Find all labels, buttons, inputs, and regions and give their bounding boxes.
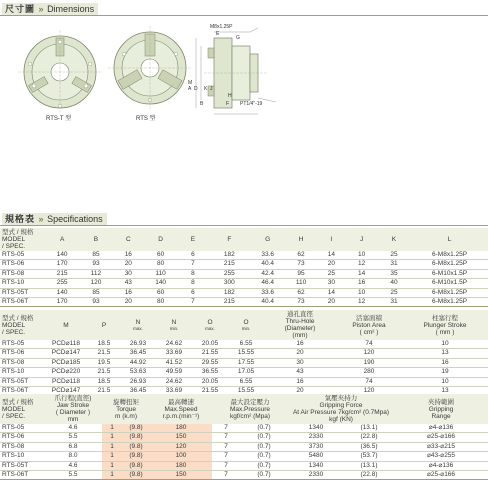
table-cell: 10 [346,288,376,297]
table-cell: 16 [264,340,336,349]
table-cell: 20 [316,298,346,307]
table-cell: 12 [346,260,376,269]
table-cell: (13.1) [344,424,394,433]
table-cell: PCD⌀185 [44,358,88,367]
column-header: 活塞面積 Piston Area ( cm² ) [336,310,402,340]
column-header: P [88,310,120,340]
table-cell: 7 [212,433,240,442]
column-header: G [250,228,286,251]
table-cell: 110 [286,279,316,288]
column-header: D [144,228,176,251]
table-row [0,251,488,260]
table-header-row [0,310,488,340]
table-cell: 36.55 [192,368,228,377]
table-cell: 74 [336,340,402,349]
table-cell: (53.7) [344,452,394,461]
table-cell: 93 [80,260,112,269]
table-cell: 6-M8x1.25P [411,251,488,260]
table-cell: PCD⌀118 [44,377,88,386]
rts-front-view [108,26,192,110]
table-cell: 12 [346,298,376,307]
table-cell: 20 [112,298,144,307]
table-cell: 215 [209,298,249,307]
table-cell: 7 [177,260,209,269]
table-cell: 140 [144,279,176,288]
table-row [0,424,488,433]
table-cell: (0.7) [240,471,288,480]
table-cell: 42.4 [250,269,286,278]
model-cell: RTS-05 [0,424,44,433]
model-cell: RTS-10 [0,452,44,461]
table-header-row [0,228,488,251]
table-cell: 6-M8x1.25P [411,260,488,269]
table-cell: 62 [286,288,316,297]
dimension-spec-table [0,228,488,307]
table-cell: 10 [402,340,488,349]
table-cell: 33.6 [250,288,286,297]
table-cell: PCD⌀147 [44,349,88,358]
table-cell: 255 [44,279,79,288]
table-cell: (9.8) [122,442,150,451]
column-header: L [411,228,488,251]
table-cell: 16 [112,288,144,297]
table-cell: 40.4 [250,260,286,269]
table-cell: 26.93 [120,377,156,386]
table-cell: 20 [112,260,144,269]
table-cell: 7 [212,461,240,470]
table-cell: 13 [402,349,488,358]
dimensions-section-bar [0,3,488,16]
table-cell: 8 [177,269,209,278]
column-subheader: min. [169,326,179,331]
column-subheader: max. [205,326,215,331]
table-cell: 1 [102,433,122,442]
table-cell: 17.55 [228,358,264,367]
model-cell: RTS-08 [0,269,44,278]
dim-label-j: J [210,86,213,92]
table-cell: (22.8) [344,433,394,442]
column-header: K [377,228,411,251]
table-cell: 20.05 [192,377,228,386]
table-cell: 7 [177,298,209,307]
table-row [0,471,488,480]
specifications-section-title: 規格表 » Specifications [2,213,107,225]
column-header: 最大設定壓力 Max.Pressure kgf/cm² (Mpa) [212,394,288,424]
column-header: B [80,228,112,251]
table-cell: 1 [102,452,122,461]
dim-label-b: B [200,101,204,107]
column-header: O min. [228,310,264,340]
table-cell: 17.05 [228,368,264,377]
dim-label-m: M [188,80,193,86]
table-cell: 29.55 [192,358,228,367]
table-cell: 6-M8x1.25P [411,288,488,297]
model-cell: RTS-06T [0,387,44,396]
column-header: H [286,228,316,251]
table-cell: 7 [212,424,240,433]
table-cell: ⌀25-⌀166 [394,471,488,480]
table-cell: 5.5 [44,471,102,480]
model-cell: RTS-10 [0,368,44,377]
table-cell: 6 [177,251,209,260]
dim-label-d: D [194,86,198,92]
table-cell: 21.5 [88,368,120,377]
table-cell: 112 [80,269,112,278]
table-cell: 25 [377,251,411,260]
table-cell: ⌀25-⌀166 [394,433,488,442]
table-cell: 85 [80,288,112,297]
model-header: 型式 / 規格 MODEL / SPEC. [0,310,44,340]
table-cell: (9.8) [122,452,150,461]
table-cell: 30 [264,358,336,367]
table-cell: 93 [80,298,112,307]
column-header: A [44,228,79,251]
model-cell: RTS-06 [0,349,44,358]
table-cell: 6.8 [44,442,102,451]
table-cell: 25 [377,288,411,297]
table-cell: ⌀33-⌀215 [394,442,488,451]
table-row [0,279,488,288]
table-row [0,358,488,367]
table-cell: ⌀4-⌀136 [394,424,488,433]
column-header: 爪行程(直徑) Jaw Stroke ( Diameter ) mm [44,394,102,424]
table-cell: 14 [316,251,346,260]
table-cell: 150 [150,471,212,480]
table-cell: 21.5 [88,387,120,396]
table-cell: 5480 [288,452,344,461]
model-cell: RTS-06 [0,260,44,269]
table-row [0,461,488,470]
model-cell: RTS-10 [0,279,44,288]
table-row [0,288,488,297]
table-row [0,452,488,461]
table-cell: 80 [144,298,176,307]
table-cell: 8 [177,279,209,288]
model-cell: RTS-08 [0,442,44,451]
table-cell: 10 [402,377,488,386]
rts-t-caption: RTS-T 型 [46,116,72,122]
table-cell: 36.45 [120,349,156,358]
table-row [0,349,488,358]
table-cell: (9.8) [122,433,150,442]
table-cell: 3730 [288,442,344,451]
table-cell: 18.5 [88,340,120,349]
column-header: C [112,228,144,251]
table-cell: 6-M10x1.5P [411,269,488,278]
table-cell: 120 [150,442,212,451]
table-cell: 6.55 [228,340,264,349]
table-cell: (0.7) [240,452,288,461]
model-cell: RTS-05T [0,288,44,297]
model-cell: RTS-05T [0,377,44,386]
table-cell: 73 [286,260,316,269]
table-cell: 120 [336,387,402,396]
table-cell: 7 [212,471,240,480]
technical-drawings [18,24,478,124]
table-cell: 1 [102,442,122,451]
table-cell: 33.69 [156,387,192,396]
table-cell: 8.0 [44,452,102,461]
table-cell: 31 [377,260,411,269]
column-header: 柱塞行程 Plunger Stroke ( mm ) [402,310,488,340]
table-cell: (0.7) [240,433,288,442]
model-cell: RTS-06 [0,433,44,442]
table-cell: 43 [112,279,144,288]
table-row [0,368,488,377]
table-cell: PCD⌀220 [44,368,88,377]
column-header: O max. [192,310,228,340]
table-cell: 190 [336,358,402,367]
table-cell: 5.5 [44,433,102,442]
table-cell: 1 [102,461,122,470]
table-cell: 21.55 [192,349,228,358]
dim-label-g: G [236,35,240,41]
table-cell: (0.7) [240,424,288,433]
table-cell: 46.4 [250,279,286,288]
table-cell: 182 [209,288,249,297]
table-cell: 74 [336,377,402,386]
table-cell: 21.5 [88,349,120,358]
table-cell: (9.8) [122,461,150,470]
column-header: N min. [156,310,192,340]
table-row [0,377,488,386]
table-cell: 53.63 [120,368,156,377]
table-cell: 16 [346,279,376,288]
table-row [0,340,488,349]
dim-label-a: A [188,86,192,92]
table-cell: (22.8) [344,471,394,480]
table-cell: 10 [346,251,376,260]
table-cell: 31 [377,298,411,307]
table-cell: 120 [336,349,402,358]
column-header: F [209,228,249,251]
model-cell: RTS-05 [0,340,44,349]
table-cell: 4.6 [44,461,102,470]
rts-caption: RTS 型 [136,116,156,122]
pt-dimension-label: PT1/4"-19 [240,101,263,107]
table-cell: 20 [316,260,346,269]
table-cell: 170 [44,298,79,307]
table-header-row [0,394,488,424]
table-cell: 36.45 [120,387,156,396]
model-cell: RTS-06T [0,471,44,480]
table-cell: 95 [286,269,316,278]
table-cell: 33.69 [156,349,192,358]
table-cell: 60 [144,251,176,260]
table-cell: 7 [212,452,240,461]
table-cell: 24.62 [156,377,192,386]
mount-spec-table [0,310,488,396]
model-header: 型式 / 規格 MODEL / SPEC. [0,228,44,251]
table-cell: 18.5 [88,377,120,386]
performance-spec-table [0,394,488,480]
table-cell: (36.5) [344,442,394,451]
table-cell: (13.1) [344,461,394,470]
model-cell: RTS-06T [0,298,44,307]
table-row [0,442,488,451]
table-cell: 110 [144,269,176,278]
table-cell: 20 [264,387,336,396]
table-cell: 6 [177,288,209,297]
model-cell: RTS-05 [0,251,44,260]
model-cell: RTS-05T [0,461,44,470]
table-cell: 1340 [288,424,344,433]
table-cell: 16 [112,251,144,260]
table-cell: 6-M10x1.5P [411,279,488,288]
table-cell: 6.55 [228,377,264,386]
table-cell: (0.7) [240,461,288,470]
table-row [0,260,488,269]
table-cell: 15.55 [228,387,264,396]
table-cell: 44.92 [120,358,156,367]
table-cell: 180 [150,424,212,433]
column-header: 旋轉扭矩 Torque m (k.m) [102,394,150,424]
table-cell: 20.05 [192,340,228,349]
table-cell: 1 [102,471,122,480]
table-cell: 6-M8x1.25P [411,298,488,307]
table-cell: 170 [44,260,79,269]
table-cell: 30 [112,269,144,278]
table-cell: 13 [402,387,488,396]
thread-dimension-label: M8x1.25P [210,24,233,30]
column-header: 最高轉速 Max.Speed r.p.m.(min⁻¹) [150,394,212,424]
column-header: J [346,228,376,251]
table-cell: 4.6 [44,424,102,433]
dim-label-e: E [216,31,220,37]
table-cell: 140 [44,288,79,297]
table-cell: PCD⌀118 [44,340,88,349]
table-cell: 19.5 [88,358,120,367]
table-cell: 182 [209,251,249,260]
table-cell: 40.4 [250,298,286,307]
table-cell: 41.52 [156,358,192,367]
table-cell: 85 [80,251,112,260]
table-cell: (0.7) [240,442,288,451]
table-row [0,298,488,307]
column-header: I [316,228,346,251]
table-cell: 280 [336,368,402,377]
table-cell: ⌀43-⌀255 [394,452,488,461]
table-cell: 215 [44,269,79,278]
table-cell: 24.62 [156,340,192,349]
table-cell: 30 [316,279,346,288]
table-cell: 1 [102,424,122,433]
rts-t-front-view [18,30,102,114]
table-cell: ⌀4-⌀136 [394,461,488,470]
table-cell: 120 [80,279,112,288]
table-cell: 19 [402,368,488,377]
table-cell: 7 [212,442,240,451]
table-cell: 73 [286,298,316,307]
table-cell: 49.59 [156,368,192,377]
table-cell: 16 [264,377,336,386]
table-cell: 1340 [288,461,344,470]
column-header: N max. [120,310,156,340]
column-subheader: min. [241,326,251,331]
table-cell: 2330 [288,471,344,480]
table-cell: 20 [264,349,336,358]
column-subheader: max. [133,326,143,331]
table-cell: 150 [150,433,212,442]
column-header: 通孔直徑 Thru-Hole (Diameter) (mm) [264,310,336,340]
table-cell: 2330 [288,433,344,442]
table-cell: 33.6 [250,251,286,260]
model-header: 型式 / 規格 MODEL / SPEC. [0,394,44,424]
table-cell: 300 [209,279,249,288]
table-row [0,269,488,278]
table-cell: 60 [144,288,176,297]
table-cell: 15.55 [228,349,264,358]
specifications-section-bar [0,213,488,226]
table-cell: 25 [316,269,346,278]
column-header: E [177,228,209,251]
dim-label-h: H [228,93,232,99]
column-header: 氣壓夾持力 Gripping Force At Air Pressure 7kg/cm² (0.7Mpa) kgf (KN) [288,394,394,424]
table-cell: (9.8) [122,471,150,480]
table-cell: PCD⌀147 [44,387,88,396]
table-cell: 16 [402,358,488,367]
model-cell: RTS-08 [0,358,44,367]
table-cell: 180 [150,461,212,470]
table-row [0,433,488,442]
table-cell: 35 [377,269,411,278]
table-cell: 26.93 [120,340,156,349]
dimensions-section-title: 尺寸圖 » Dimensions [2,3,98,15]
dim-label-k: K [204,86,208,92]
table-cell: 21.55 [192,387,228,396]
table-cell: 14 [316,288,346,297]
table-cell: 14 [346,269,376,278]
table-cell: 140 [44,251,79,260]
column-header: M [44,310,88,340]
table-cell: 80 [144,260,176,269]
table-cell: 215 [209,260,249,269]
column-header: 夾持範圍 Gripping Range [394,394,488,424]
table-cell: 62 [286,251,316,260]
dim-label-f: F [226,101,230,107]
table-cell: (9.8) [122,424,150,433]
table-cell: 40 [377,279,411,288]
table-cell: 43 [264,368,336,377]
table-cell: 100 [150,452,212,461]
table-cell: 255 [209,269,249,278]
